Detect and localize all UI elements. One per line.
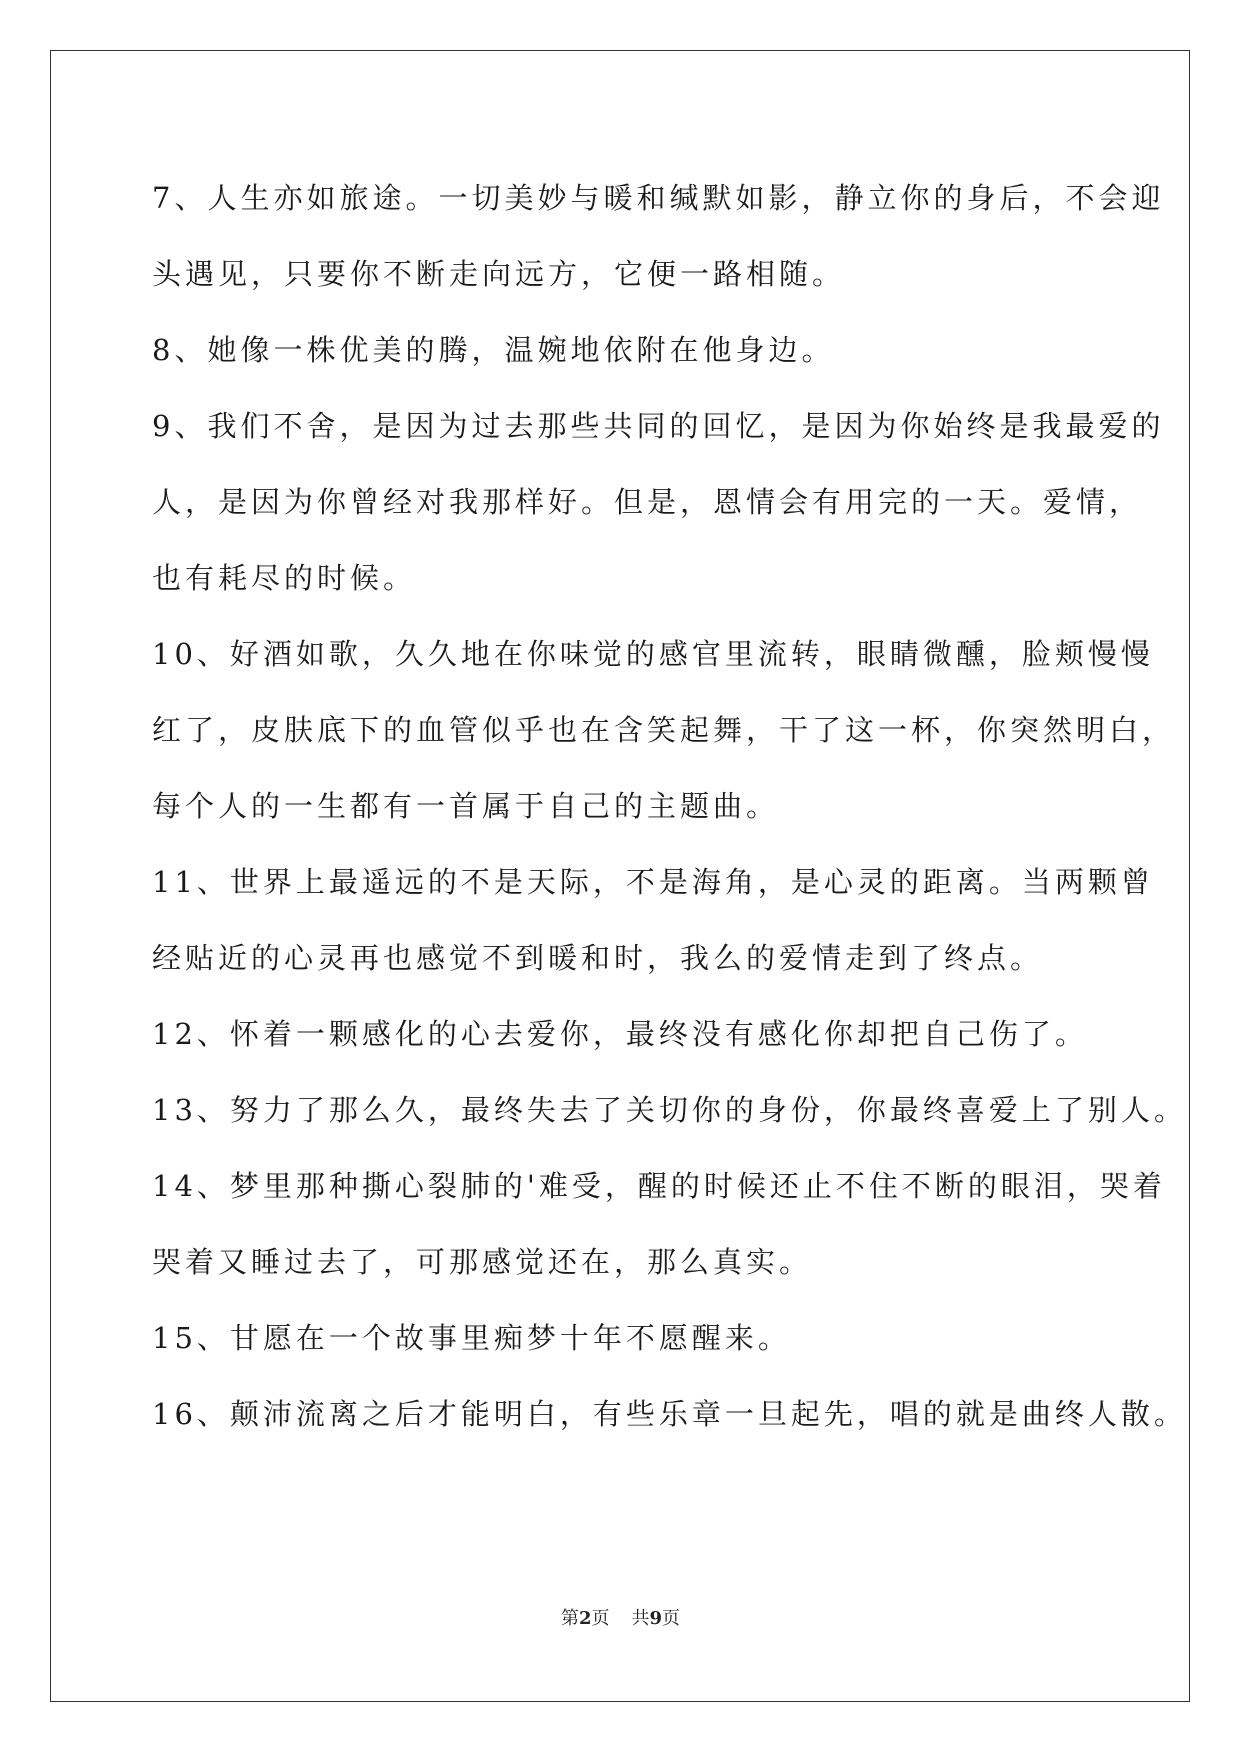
text-line: 人，是因为你曾经对我那样好。但是，恩情会有用完的一天。爱情， xyxy=(152,485,1143,519)
text-line: 头遇见，只要你不断走向远方，它便一路相随。 xyxy=(152,257,846,291)
text-line: 9、我们不舍，是因为过去那些共同的回忆，是因为你始终是我最爱的 xyxy=(152,409,1165,443)
text-line: 11、世界上最遥远的不是天际，不是海角，是心灵的距离。当两颗曾 xyxy=(152,865,1154,899)
text-line: 也有耗尽的时候。 xyxy=(152,561,417,595)
page-current: 2 xyxy=(578,1608,592,1629)
text-line: 15、甘愿在一个故事里痴梦十年不愿醒来。 xyxy=(152,1321,791,1355)
text-line: 13、努力了那么久，最终失去了关切你的身份，你最终喜爱上了别人。 xyxy=(152,1093,1187,1127)
total-suffix: 页 xyxy=(662,1608,681,1629)
page-number xyxy=(561,1608,610,1629)
page-total-number: 9 xyxy=(649,1608,663,1629)
document-body xyxy=(152,160,1187,1452)
text-line: 7、人生亦如旅途。一切美妙与暖和缄默如影，静立你的身后，不会迎 xyxy=(152,181,1165,215)
page-footer xyxy=(0,1604,1241,1630)
text-line: 16、颠沛流离之后才能明白，有些乐章一旦起先，唱的就是曲终人散。 xyxy=(152,1397,1187,1431)
total-prefix: 共 xyxy=(631,1608,650,1629)
text-line: 10、好酒如歌，久久地在你味觉的感官里流转，眼睛微醺，脸颊慢慢 xyxy=(152,637,1154,671)
page-suffix: 页 xyxy=(591,1608,610,1629)
page-total xyxy=(632,1608,681,1629)
text-line: 8、她像一株优美的腾，温婉地依附在他身边。 xyxy=(152,333,835,367)
page-prefix: 第 xyxy=(560,1608,579,1629)
text-line: 哭着又睡过去了，可那感觉还在，那么真实。 xyxy=(152,1245,813,1279)
text-line: 14、梦里那种撕心裂肺的'难受，醒的时候还止不住不断的眼泪，哭着 xyxy=(152,1169,1166,1203)
text-line: 每个人的一生都有一首属于自己的主题曲。 xyxy=(152,789,780,823)
text-line: 12、怀着一颗感化的心去爱你，最终没有感化你却把自己伤了。 xyxy=(152,1017,1088,1051)
text-line: 经贴近的心灵再也感觉不到暖和时，我么的爱情走到了终点。 xyxy=(152,941,1044,975)
text-line: 红了，皮肤底下的血管似乎也在含笑起舞，干了这一杯，你突然明白， xyxy=(152,713,1176,747)
